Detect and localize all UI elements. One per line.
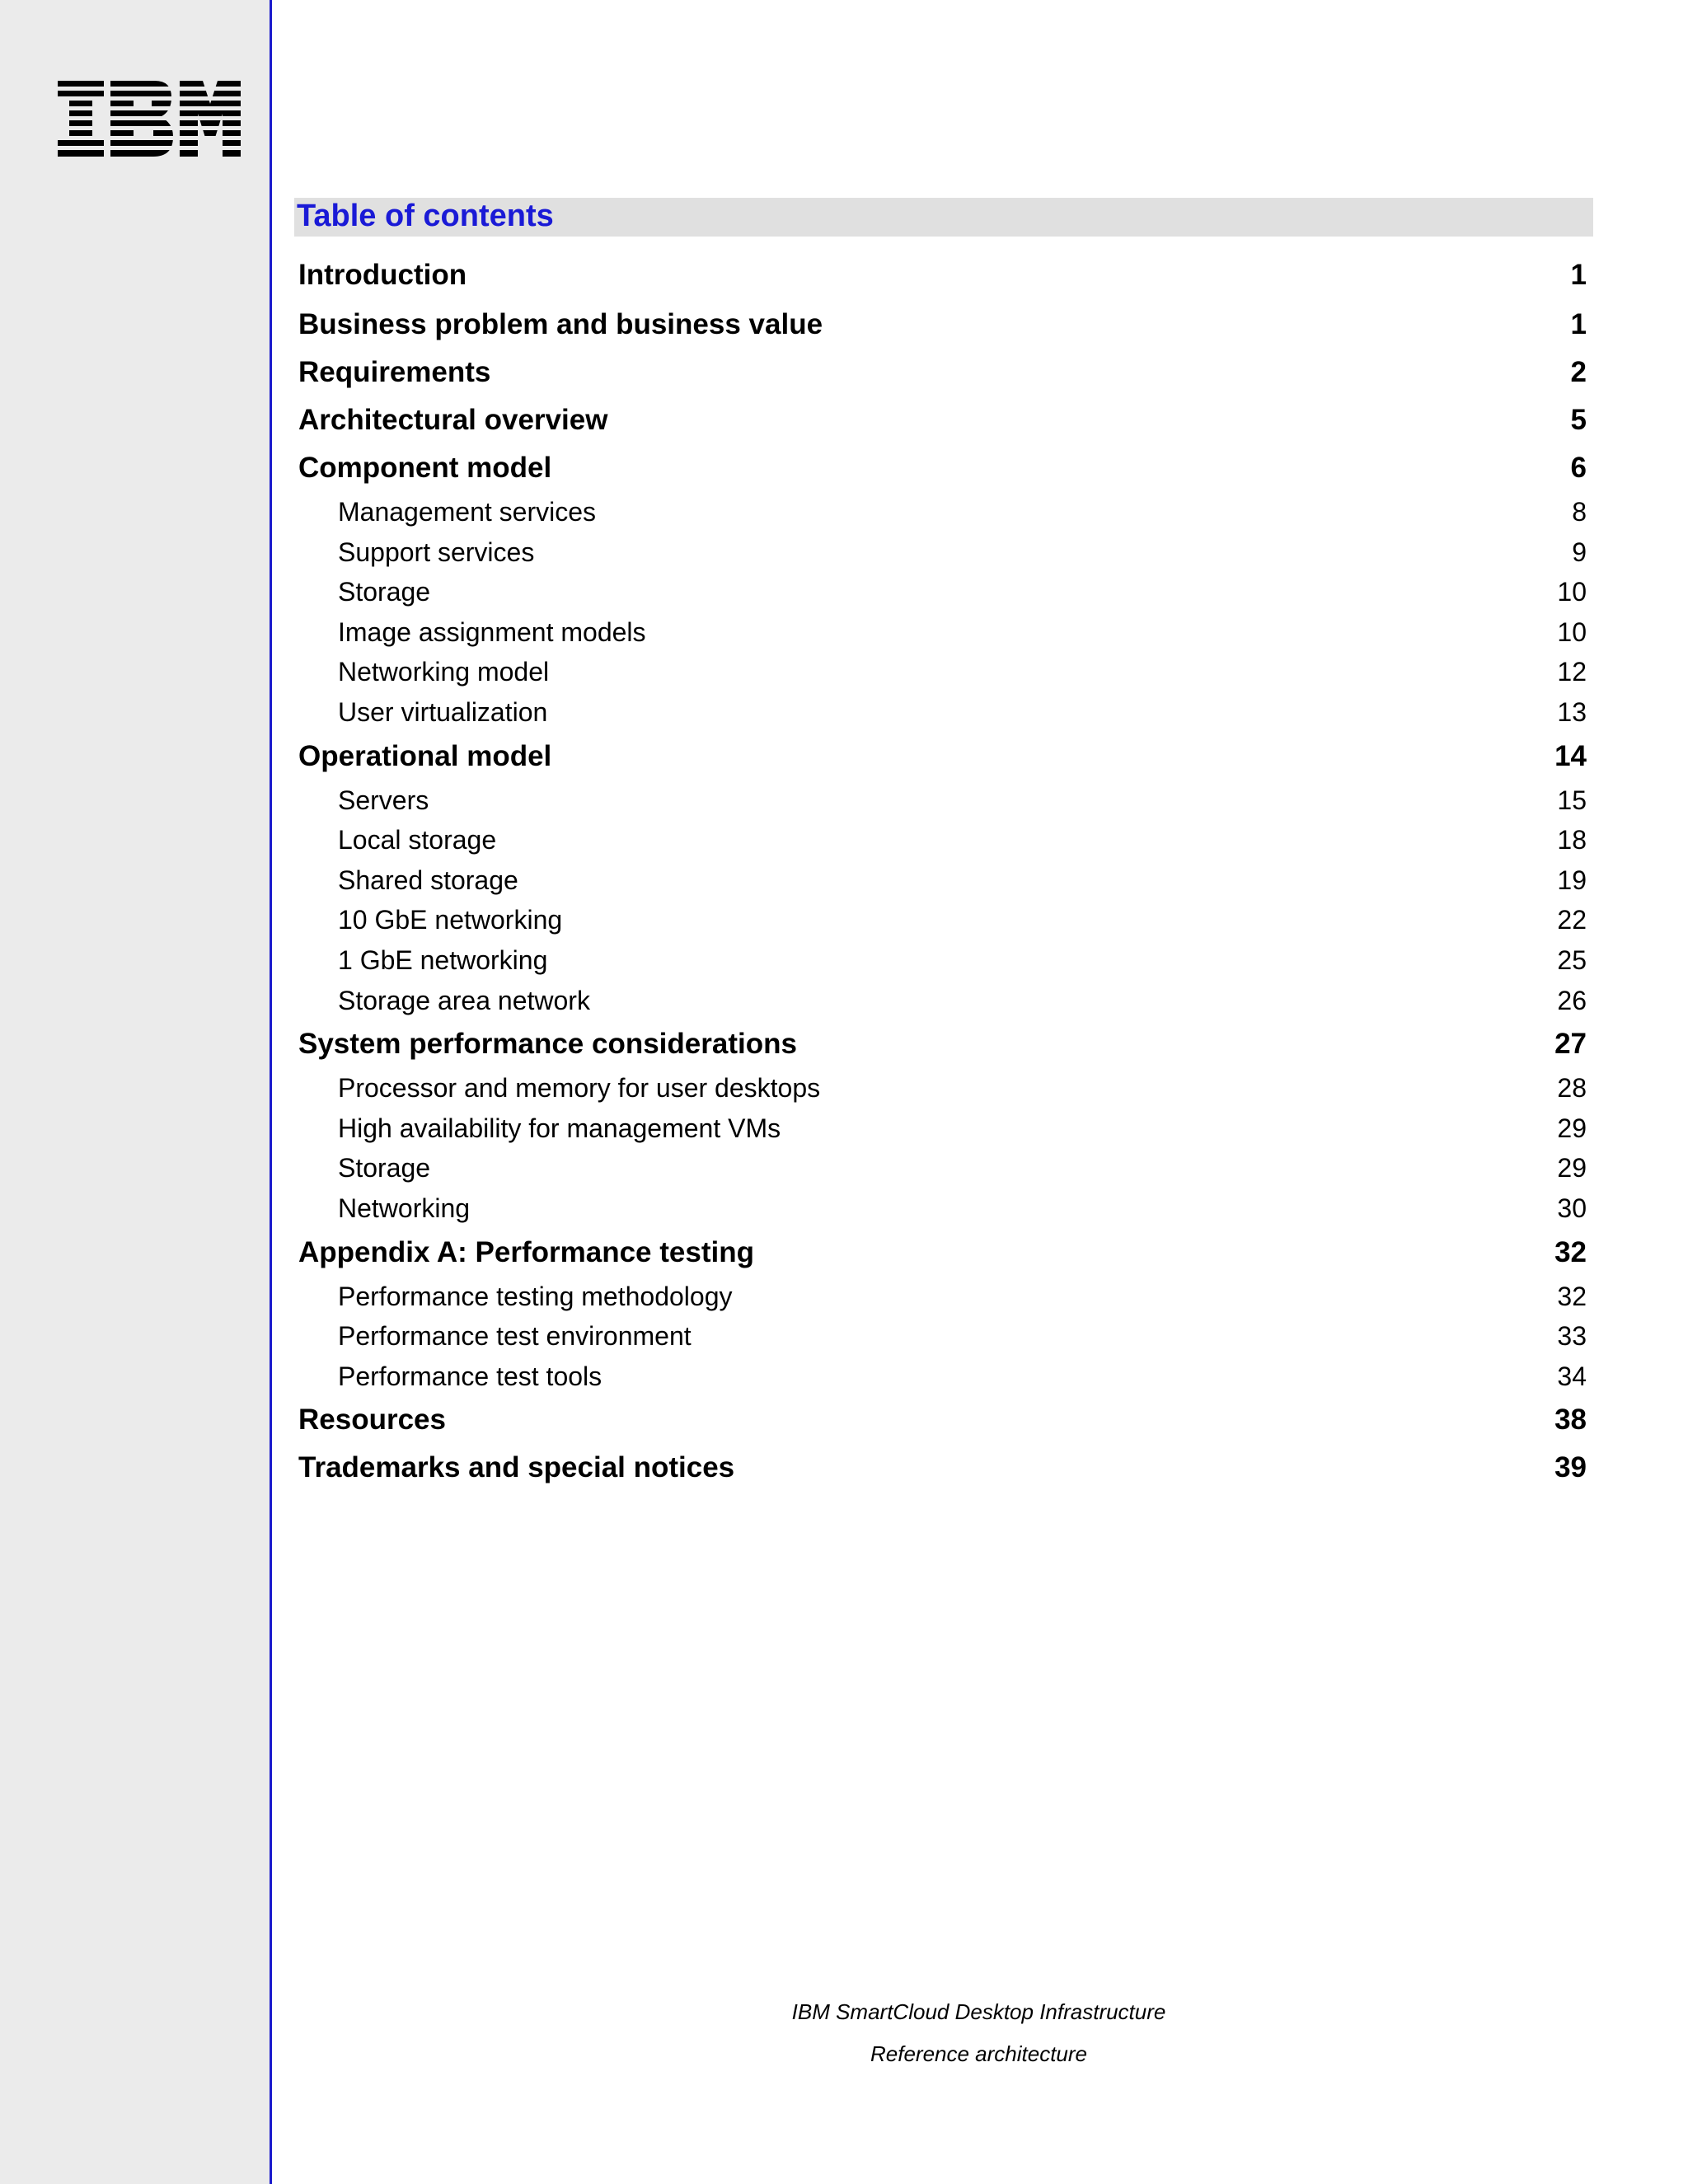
toc-entry-page-number[interactable]: 32 — [1554, 1235, 1587, 1268]
toc-entry-label[interactable]: 1 GbE networking — [338, 944, 548, 975]
toc-entry-page-number[interactable]: 28 — [1557, 1073, 1587, 1104]
toc-entry-page-number[interactable]: 34 — [1557, 1361, 1587, 1391]
toc-entry-page-number[interactable]: 32 — [1557, 1281, 1587, 1311]
toc-entry-subsection[interactable] — [298, 1188, 1587, 1229]
toc-entry-label[interactable]: Management services — [338, 497, 597, 527]
toc-entry-section[interactable] — [298, 301, 1587, 349]
toc-entry-label[interactable]: Performance test tools — [338, 1361, 603, 1391]
toc-entry-section[interactable] — [298, 1229, 1587, 1277]
toc-entry-label[interactable]: Networking — [338, 1193, 471, 1223]
toc-entry-page-number[interactable]: 39 — [1554, 1451, 1587, 1484]
toc-entry-label[interactable]: High availability for management VMs — [338, 1113, 781, 1143]
toc-entry-page-number[interactable]: 18 — [1557, 825, 1587, 855]
toc-entry-page-number[interactable]: 38 — [1554, 1404, 1587, 1436]
toc-entry-subsection[interactable] — [298, 1316, 1587, 1357]
toc-entry-section[interactable] — [298, 349, 1587, 396]
toc-entry-label[interactable]: Servers — [338, 785, 429, 815]
toc-title-bar — [294, 198, 1593, 237]
toc-entry-page-number[interactable]: 19 — [1557, 865, 1587, 895]
toc-entry-subsection[interactable] — [298, 780, 1587, 821]
toc-entry-label[interactable]: 10 GbE networking — [338, 905, 563, 935]
toc-entry-subsection[interactable] — [298, 981, 1587, 1021]
toc-entry-label[interactable]: Processor and memory for user desktops — [338, 1073, 821, 1104]
toc-entry-section[interactable] — [298, 733, 1587, 780]
toc-entry-subsection[interactable] — [298, 1068, 1587, 1108]
toc-entry-section[interactable] — [298, 396, 1587, 444]
toc-entry-subsection[interactable] — [298, 492, 1587, 532]
toc-entry-page-number[interactable]: 12 — [1557, 657, 1587, 687]
toc-entry-subsection[interactable] — [298, 572, 1587, 612]
toc-entry-label[interactable]: Business problem and business value — [298, 308, 823, 340]
toc-entry-label[interactable]: User virtualization — [338, 696, 548, 727]
toc-entry-page-number[interactable]: 29 — [1557, 1113, 1587, 1143]
toc-entry-label[interactable]: Networking model — [338, 657, 550, 687]
toc-entry-page-number[interactable]: 22 — [1557, 905, 1587, 935]
toc-entry-label[interactable]: Shared storage — [338, 865, 518, 895]
toc-entry-page-number[interactable]: 5 — [1570, 404, 1587, 436]
toc-entry-subsection[interactable] — [298, 1148, 1587, 1188]
toc-entry-label[interactable]: Requirements — [298, 356, 491, 388]
toc-entry-label[interactable]: Architectural overview — [298, 404, 608, 436]
toc-list — [298, 251, 1587, 1492]
toc-entry-label[interactable]: Operational model — [298, 739, 552, 772]
toc-entry-page-number[interactable]: 26 — [1557, 985, 1587, 1015]
toc-entry-label[interactable]: Storage area network — [338, 985, 590, 1015]
toc-entry-page-number[interactable]: 33 — [1557, 1321, 1587, 1352]
toc-entry-subsection[interactable] — [298, 1108, 1587, 1149]
toc-entry-label[interactable]: Resources — [298, 1404, 446, 1436]
footer-document-subtitle: Reference architecture — [870, 2041, 1088, 2066]
toc-entry-subsection[interactable] — [298, 652, 1587, 692]
footer-document-title: IBM SmartCloud Desktop Infrastructure — [791, 1999, 1166, 2024]
toc-entry-label[interactable]: Local storage — [338, 825, 497, 855]
left-sidebar — [0, 0, 272, 2184]
toc-entry-page-number[interactable]: 25 — [1557, 944, 1587, 975]
toc-entry-page-number[interactable]: 1 — [1570, 259, 1587, 291]
toc-entry-label[interactable]: Trademarks and special notices — [298, 1451, 735, 1484]
toc-entry-label[interactable]: Appendix A: Performance testing — [298, 1235, 754, 1268]
toc-entry-page-number[interactable]: 10 — [1557, 577, 1587, 607]
toc-title: Table of contents — [297, 199, 554, 233]
toc-entry-subsection[interactable] — [298, 940, 1587, 981]
ibm-logo-icon — [58, 81, 241, 157]
toc-entry-page-number[interactable]: 13 — [1557, 696, 1587, 727]
toc-entry-label[interactable]: System performance considerations — [298, 1028, 797, 1061]
toc-entry-section[interactable] — [298, 251, 1587, 301]
toc-entry-page-number[interactable]: 10 — [1557, 616, 1587, 647]
toc-entry-subsection[interactable] — [298, 1277, 1587, 1317]
toc-entry-page-number[interactable]: 27 — [1554, 1028, 1587, 1061]
toc-entry-page-number[interactable]: 6 — [1570, 452, 1587, 484]
toc-entry-label[interactable]: Introduction — [298, 259, 467, 291]
toc-entry-subsection[interactable] — [298, 612, 1587, 653]
toc-entry-label[interactable]: Component model — [298, 452, 552, 484]
toc-entry-label[interactable]: Support services — [338, 537, 535, 567]
toc-entry-label[interactable]: Storage — [338, 577, 431, 607]
toc-entry-subsection[interactable] — [298, 1357, 1587, 1397]
toc-entry-subsection[interactable] — [298, 900, 1587, 940]
toc-entry-page-number[interactable]: 1 — [1570, 308, 1587, 340]
toc-entry-label[interactable]: Performance testing methodology — [338, 1281, 733, 1311]
toc-entry-section[interactable] — [298, 1444, 1587, 1492]
toc-entry-subsection[interactable] — [298, 532, 1587, 573]
toc-entry-page-number[interactable]: 8 — [1572, 497, 1587, 527]
toc-entry-subsection[interactable] — [298, 860, 1587, 901]
toc-entry-page-number[interactable]: 15 — [1557, 785, 1587, 815]
toc-entry-section[interactable] — [298, 444, 1587, 492]
toc-entry-subsection[interactable] — [298, 820, 1587, 860]
toc-entry-page-number[interactable]: 2 — [1570, 356, 1587, 388]
toc-entry-label[interactable]: Image assignment models — [338, 616, 646, 647]
toc-entry-label[interactable]: Storage — [338, 1153, 431, 1183]
toc-entry-section[interactable] — [298, 1396, 1587, 1444]
toc-entry-page-number[interactable]: 29 — [1557, 1153, 1587, 1183]
toc-entry-subsection[interactable] — [298, 692, 1587, 733]
toc-entry-section[interactable] — [298, 1020, 1587, 1068]
toc-entry-page-number[interactable]: 30 — [1557, 1193, 1587, 1223]
toc-entry-label[interactable]: Performance test environment — [338, 1321, 692, 1352]
toc-entry-page-number[interactable]: 14 — [1554, 739, 1587, 772]
toc-entry-page-number[interactable]: 9 — [1572, 537, 1587, 567]
